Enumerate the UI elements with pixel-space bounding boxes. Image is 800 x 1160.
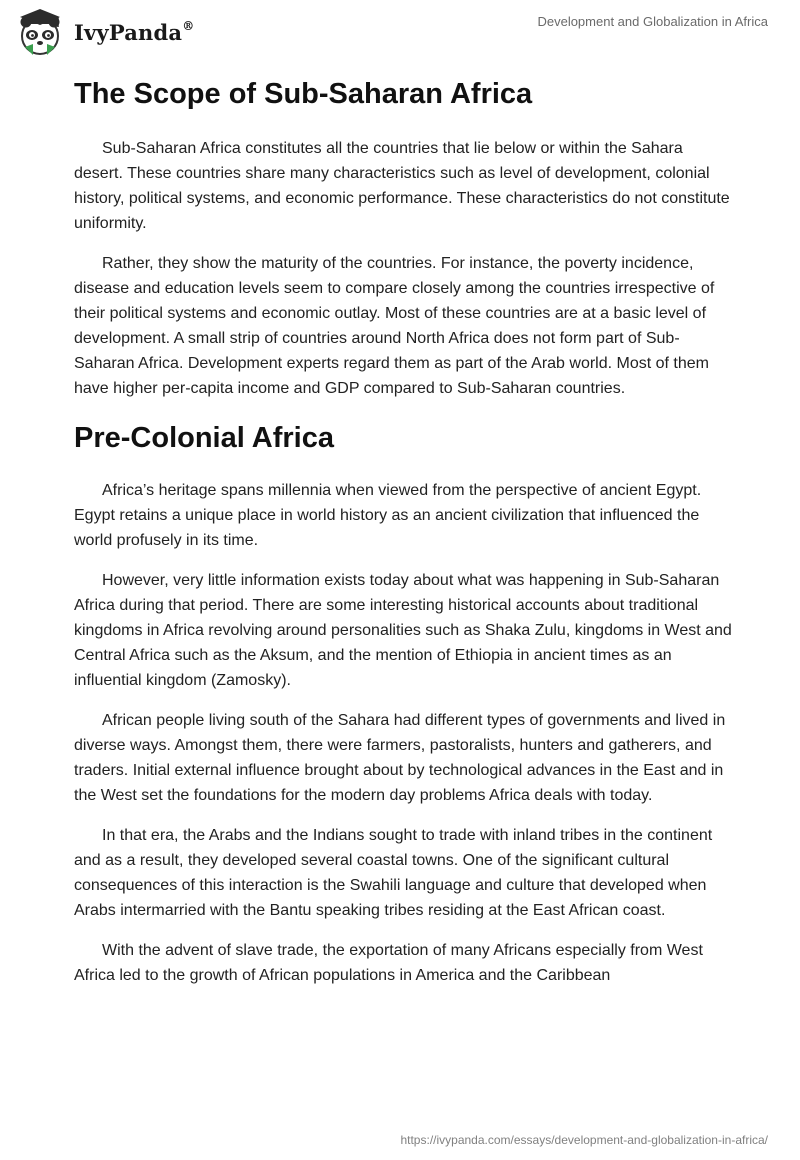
paragraph: In that era, the Arabs and the Indians sought to trade with inland tribes in the continent and as a result, they developed several coastal towns. One of the significant cultural consequences of this interaction is the Swahili language and culture that developed when Arabs intermarried with the Bantu speaking tribes residing at the East African coast. bbox=[74, 827, 713, 919]
section-heading: Pre-Colonial Africa bbox=[74, 422, 334, 454]
article-body bbox=[74, 68, 734, 988]
brand-logo[interactable] bbox=[15, 7, 194, 57]
paragraph: However, very little information exists today about what was happening in Sub-Saharan Africa during that period. There are some interesting historical accounts about traditional kingdoms in Africa revolving around personalities such as Shaka Zulu, kingdoms in West and Central Africa such as the Aksum, and the mention of Ethiopia in ancient times as an influential kingdom (Zamosky). bbox=[74, 572, 732, 689]
paragraph: Rather, they show the maturity of the countries. For instance, the poverty incidence, disease and education levels seem to compare closely among the countries irrespective of their political systems and economic outlay. Most of these countries are at a basic level of development. A small strip of countries around North Africa does not form part of Sub-Saharan Africa. Development experts regard them as part of the Arab world. Most of them have higher per-capita income and GDP compared to Sub-Saharan countries. bbox=[74, 255, 715, 397]
paragraph: Africa’s heritage spans millennia when viewed from the perspective of ancient Egypt. Egypt retains a unique place in world history as an ancient civilization that influenced the world profusely in its time. bbox=[74, 482, 702, 549]
paragraph: Sub-Saharan Africa constitutes all the countries that lie below or within the Sahara desert. These countries share many characteristics such as level of development, colonial history, political systems, and economic performance. These characteristics do not constitute uniformity. bbox=[74, 140, 730, 232]
document-title: Development and Globalization in Africa bbox=[537, 14, 768, 29]
paragraph: African people living south of the Sahara had different types of governments and lived in diverse ways. Amongst them, there were farmers, pastoralists, hunters and gatherers, and traders. Initial external influence brought about by technological advances in the East and in the West set the foundations for the modern day problems Africa deals with today. bbox=[74, 712, 726, 804]
section-heading: The Scope of Sub-Saharan Africa bbox=[74, 78, 533, 110]
panda-graduate-icon bbox=[15, 7, 65, 57]
paragraph: With the advent of slave trade, the exportation of many Africans especially from West Africa led to the growth of African populations in America and the Caribbean bbox=[74, 942, 703, 984]
page-header bbox=[0, 0, 800, 70]
registered-mark: ® bbox=[182, 18, 195, 33]
brand-name: IvyPanda® bbox=[74, 18, 195, 45]
source-url[interactable]: https://ivypanda.com/essays/development-and-globalization-in-africa/ bbox=[400, 1133, 768, 1147]
